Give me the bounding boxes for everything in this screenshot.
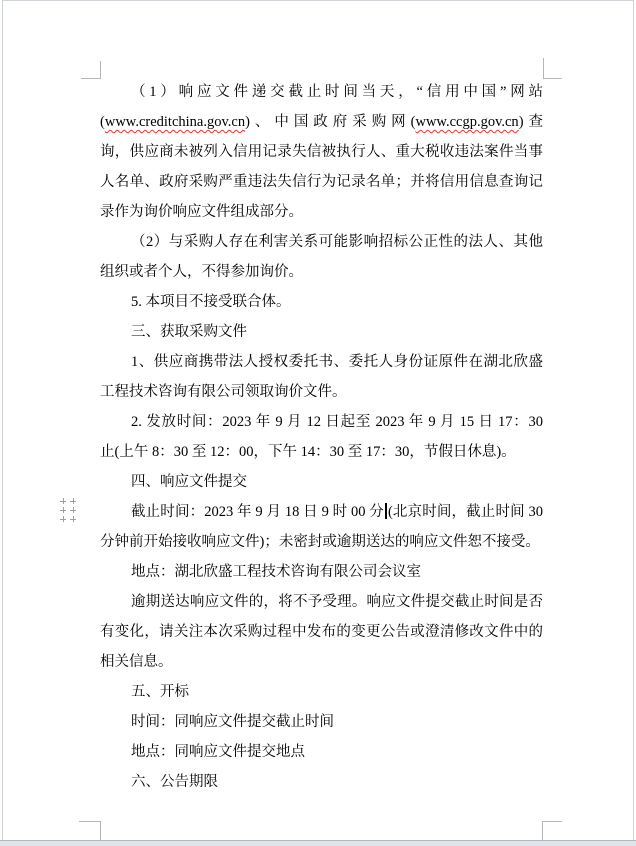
text-line[interactable] <box>100 707 543 737</box>
text-line[interactable] <box>100 467 543 497</box>
text-run: 地点：同响应文件提交地点 <box>131 744 305 760</box>
text-line[interactable] <box>100 587 543 617</box>
text-line[interactable] <box>100 287 543 317</box>
text-line[interactable] <box>100 257 543 287</box>
document-page[interactable] <box>2 0 634 841</box>
text-run: 三、获取采购文件 <box>131 324 247 340</box>
text-cursor <box>385 503 387 519</box>
text-run: 截止时间：2023 年 9 月 18 日 9 时 00 分 <box>131 504 384 520</box>
text-area[interactable] <box>100 77 543 797</box>
text-run: 1、供应商携带法人授权委托书、委托人身份证原件在湖北欣盛 <box>131 354 543 370</box>
text-run: （2）与采购人存在利害关系可能影响招标公正性的法人、其他 <box>131 234 543 250</box>
text-line[interactable] <box>100 557 543 587</box>
text-run: 人名单、政府采购严重违法失信行为记录名单；并将信用信息查询记 <box>100 174 543 190</box>
text-line[interactable] <box>100 617 543 647</box>
text-run: 相关信息。 <box>100 654 173 670</box>
text-line[interactable] <box>100 377 543 407</box>
text-run: )、中国政府采购网( <box>245 114 416 130</box>
handle-dot <box>60 516 66 522</box>
text-line[interactable] <box>100 227 543 257</box>
text-line[interactable] <box>100 677 543 707</box>
text-line[interactable] <box>100 347 543 377</box>
handle-dot <box>60 507 66 513</box>
text-run: 有变化，请关注本次采购过程中发布的变更公告或澄清修改文件中的 <box>100 624 543 640</box>
text-run: 组织或者个人，不得参加询价。 <box>100 264 303 280</box>
url-text: www.ccgp.gov.cn <box>415 114 519 130</box>
text-line[interactable] <box>100 437 543 467</box>
text-line[interactable] <box>100 647 543 677</box>
text-run: 分钟前开始接收响应文件)；未密封或逾期送达的响应文件恕不接受。 <box>100 534 540 550</box>
text-line[interactable] <box>100 167 543 197</box>
text-run: (北京时间，截止时间 30 <box>387 504 544 520</box>
url-text: www.creditchina.gov.cn <box>104 114 246 130</box>
handle-dot <box>70 507 76 513</box>
text-run: 四、响应文件提交 <box>131 474 247 490</box>
text-run: 时间：同响应文件提交截止时间 <box>131 714 334 730</box>
drag-handle-icon[interactable] <box>60 498 76 522</box>
text-run: 五、开标 <box>131 684 189 700</box>
text-run: 录作为询价响应文件组成部分。 <box>100 204 303 220</box>
text-run: ( <box>100 114 105 130</box>
window-bottom-edge <box>0 840 636 846</box>
text-run: 询，供应商未被列入信用记录失信被执行人、重大税收违法案件当事 <box>100 144 543 160</box>
text-line[interactable] <box>100 137 543 167</box>
text-run: 地点：湖北欣盛工程技术咨询有限公司会议室 <box>131 564 421 580</box>
text-run: 2. 发放时间：2023 年 9 月 12 日起至 2023 年 9 月 15 日 17：30 <box>131 414 543 430</box>
handle-dot <box>60 498 66 504</box>
text-run: （1）响应文件递交截止时间当天，“信用中国”网站 <box>131 84 543 100</box>
margin-crop-mark-bottom-left <box>79 821 101 842</box>
text-line[interactable] <box>100 197 543 227</box>
text-line[interactable] <box>100 737 543 767</box>
text-run: 止(上午 8：30 至 12：00，下午 14：30 至 17：30，节假日休息)。 <box>100 444 516 460</box>
margin-crop-mark-top-left <box>81 61 101 79</box>
text-run: )查 <box>518 114 543 130</box>
text-line[interactable] <box>100 497 543 527</box>
text-line[interactable] <box>100 767 543 797</box>
text-run: 5. 本项目不接受联合体。 <box>131 294 291 310</box>
text-run: 六、公告期限 <box>131 774 218 790</box>
text-run: 工程技术咨询有限公司领取询价文件。 <box>100 384 347 400</box>
handle-dot <box>70 498 76 504</box>
text-line[interactable] <box>100 407 543 437</box>
handle-dot <box>70 516 76 522</box>
text-line[interactable] <box>100 77 543 107</box>
text-line[interactable] <box>100 107 543 137</box>
text-line[interactable] <box>100 317 543 347</box>
text-line[interactable] <box>100 527 543 557</box>
margin-crop-mark-top-right <box>543 58 562 79</box>
text-run: 逾期送达响应文件的，将不予受理。响应文件提交截止时间是否 <box>131 594 543 610</box>
